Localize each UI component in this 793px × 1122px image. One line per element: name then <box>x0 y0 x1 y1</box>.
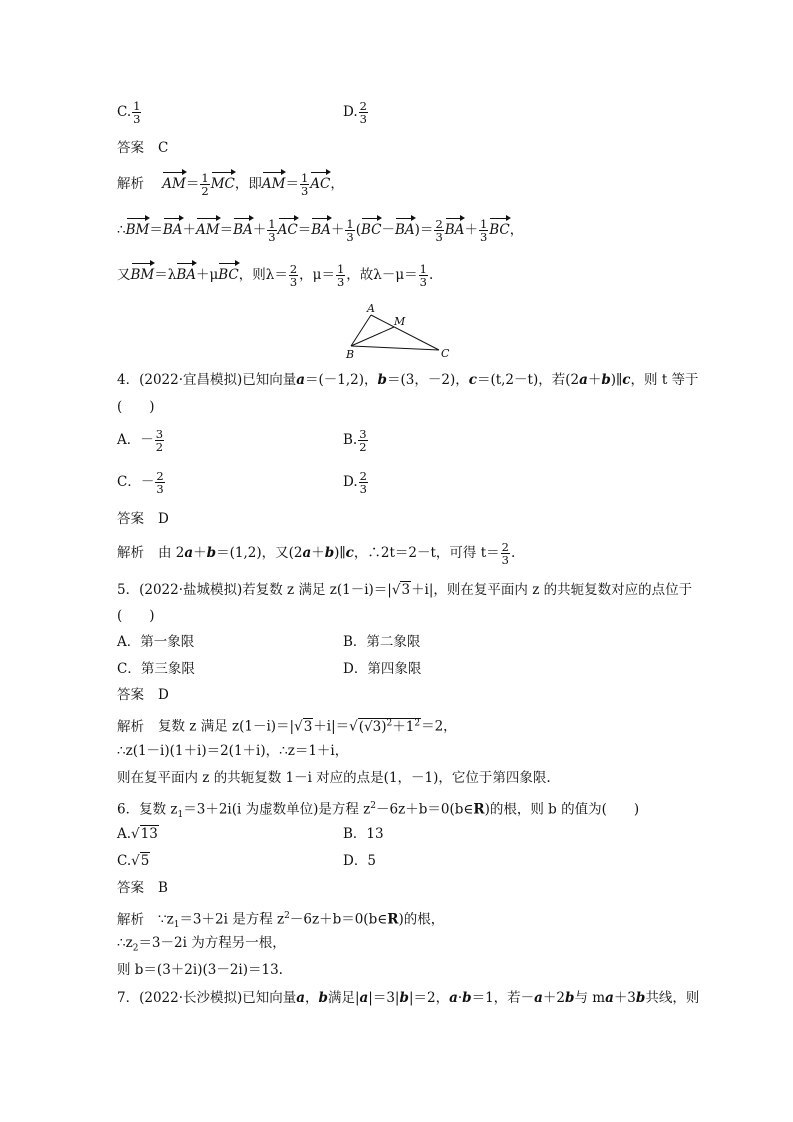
q5-paren: ( ) <box>117 608 155 624</box>
q5-analysis-line2: ∴z(1－i)(1＋i)＝2(1＋i)，∴z＝1＋i， <box>117 743 349 759</box>
q3-option-d: D. $\frac{2}{3}$ <box>343 99 367 126</box>
q5-option-a: A．第一象限 <box>117 634 195 650</box>
q5-option-b: B．第二象限 <box>343 634 421 650</box>
q6-analysis-line3: 则 b＝(3＋2i)(3－2i)＝13. <box>117 962 283 978</box>
q6-option-c: C.√5 <box>117 853 150 869</box>
figure-label-c: C <box>441 347 450 360</box>
q5-option-d: D．第四象限 <box>343 661 422 677</box>
q6-answer: 答案 B <box>117 880 168 896</box>
q4-option-a: A．－ $\frac{3}{2}$ <box>117 427 164 454</box>
q6-option-a: A.√13 <box>117 826 158 842</box>
q4-option-b: B. $\frac{3}{2}$ <box>343 427 367 454</box>
q7-stem: 7．(2022·长沙模拟)已知向量a，b满足|a|＝3|b|＝2，a·b＝1，若－a＋2b与 ma＋3b共线，则 <box>117 990 700 1006</box>
q4-stem: 4．(2022·宜昌模拟)已知向量a＝(－1,2)，b＝(3，－2)，c＝(t,2－t)，若(2a＋b)∥c，则 t 等于 <box>117 372 699 388</box>
q3-analysis-line2: ∴BM＝BA＋AM＝BA＋ $\frac{1}{3}$ AC＝BA＋ $\frac{1}{3}$ (BC－BA)＝ $\frac{2}{3}$ BA＋ $\frac{1}{3}$ BC， <box>117 217 524 244</box>
q4-option-c: C．－ $\frac{2}{3}$ <box>117 469 164 496</box>
q5-stem: 5．(2022·盐城模拟)若复数 z 满足 z(1－i)＝|√3＋i|，则在复平面内 z 的共轭复数对应的点位于 <box>117 582 693 598</box>
figure-label-m: M <box>394 315 406 328</box>
q4-analysis: 解析 由 2a＋b＝(1,2)，又(2a＋b)∥c，∴2t＝2－t，可得 t＝ $\frac{2}{3}$ . <box>117 540 516 567</box>
q6-option-d: D．5 <box>343 853 376 869</box>
figure-label-b: B <box>346 348 355 361</box>
q5-analysis-line3: 则在复平面内 z 的共轭复数 1－i 对应的点是(1，－1)，它位于第四象限. <box>117 770 551 786</box>
figure-label-a: A <box>367 302 375 315</box>
q5-analysis-line1: 解析 复数 z 满足 $z(1-i)=|√3+i|=√(√3)^2+1^2=2$， <box>117 718 457 735</box>
q3-option-c: C. $\frac{1}{3}$ <box>117 99 141 126</box>
q6-option-b: B．13 <box>343 826 384 842</box>
q3-answer: 答案 C <box>117 140 169 156</box>
q4-option-d: D. $\frac{2}{3}$ <box>343 469 367 496</box>
q6-stem: 6．复数 $z_1=3+2i(i$ 为虚数单位)是方程 $z^2-6z+b=0(b\in R)$的根，则 b 的值为( ) <box>117 801 640 821</box>
q3-analysis-line1: 解析 AM＝ $\frac{1}{2}$ MC，即AM＝ $\frac{1}{3}$ AC， <box>117 171 344 198</box>
q5-option-c: C．第三象限 <box>117 661 195 677</box>
q4-answer: 答案 D <box>117 511 169 527</box>
q6-analysis-line2: $\therefore z_2=3-2i$ 为方程另一根， <box>117 935 286 954</box>
q6-analysis-line1: 解析 $\because z_1=3+2i$ 是方程 $z^2-6z+b=0(b\in R)$的根， <box>117 911 445 931</box>
q4-paren: ( ) <box>117 399 155 415</box>
triangle-figure <box>340 300 460 362</box>
q3-analysis-line3: 又BM＝λBA＋μBC，则λ＝ $\frac{2}{3}$ ，μ＝ $\frac{1}{3}$ ，故λ－μ＝ $\frac{1}{3}$ . <box>117 262 434 289</box>
q5-answer: 答案 D <box>117 687 169 703</box>
